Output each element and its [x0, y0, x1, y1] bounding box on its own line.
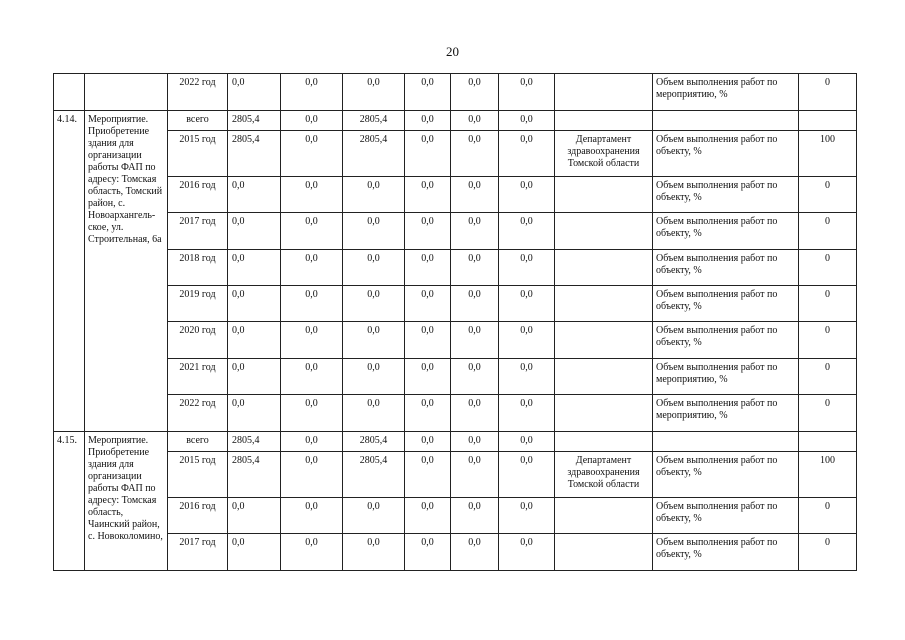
item-name-cell: Мероприятие. Приобретение здания для организации работы ФАП по адресу: Томская область, Томский район, с. Новоархангель-ское, ул. Строительная, 6а [85, 111, 168, 432]
table-row [54, 250, 857, 286]
item-number-cell: 4.14. [54, 111, 85, 432]
name-cell [85, 74, 168, 111]
value-cell-4: 0,0 [405, 452, 451, 498]
indicator-cell: Объем выполнения работ по объекту, % [653, 213, 799, 250]
value-cell-3: 0,0 [343, 359, 405, 395]
indicator-value-cell: 0 [799, 322, 857, 359]
department-cell [555, 322, 653, 359]
year-cell: 2016 год [168, 498, 228, 534]
year-cell: 2016 год [168, 177, 228, 213]
value-cell-1: 2805,4 [228, 452, 281, 498]
value-cell-6: 0,0 [499, 452, 555, 498]
value-cell-3: 0,0 [343, 177, 405, 213]
indicator-cell: Объем выполнения работ по объекту, % [653, 498, 799, 534]
value-cell-1: 2805,4 [228, 432, 281, 452]
indicator-cell [653, 432, 799, 452]
department-cell [555, 177, 653, 213]
value-cell-5: 0,0 [451, 111, 499, 131]
value-cell-1: 0,0 [228, 286, 281, 322]
indicator-value-cell: 0 [799, 286, 857, 322]
value-cell-3: 0,0 [343, 498, 405, 534]
value-cell-6: 0,0 [499, 432, 555, 452]
value-cell-6: 0,0 [499, 359, 555, 395]
indicator-value-cell: 0 [799, 534, 857, 571]
value-cell-4: 0,0 [405, 432, 451, 452]
table-row [54, 498, 857, 534]
value-cell-4: 0,0 [405, 498, 451, 534]
value-cell-6: 0,0 [499, 213, 555, 250]
indicator-cell: Объем выполнения работ по объекту, % [653, 177, 799, 213]
indicator-value-cell [799, 432, 857, 452]
value-cell-6: 0,0 [499, 498, 555, 534]
indicator-value-cell: 0 [799, 395, 857, 432]
year-cell: 2017 год [168, 534, 228, 571]
value-cell-5: 0,0 [451, 213, 499, 250]
indicator-value-cell: 100 [799, 131, 857, 177]
year-cell: 2018 год [168, 250, 228, 286]
department-cell [555, 74, 653, 111]
indicator-cell: Объем выполнения работ по объекту, % [653, 286, 799, 322]
value-cell-3: 2805,4 [343, 111, 405, 131]
value-cell-1: 0,0 [228, 395, 281, 432]
table-row [54, 534, 857, 571]
department-cell [555, 498, 653, 534]
table-row [54, 131, 857, 177]
year-cell: 2022 год [168, 395, 228, 432]
value-cell-4: 0,0 [405, 322, 451, 359]
value-cell-1: 0,0 [228, 322, 281, 359]
department-cell [555, 359, 653, 395]
indicator-cell: Объем выполнения работ по мероприятию, % [653, 359, 799, 395]
indicator-cell: Объем выполнения работ по объекту, % [653, 452, 799, 498]
value-cell-4: 0,0 [405, 74, 451, 111]
table-row [54, 322, 857, 359]
value-cell-6: 0,0 [499, 395, 555, 432]
value-cell-1: 0,0 [228, 534, 281, 571]
table-row [54, 213, 857, 250]
value-cell-1: 0,0 [228, 498, 281, 534]
value-cell-2: 0,0 [281, 213, 343, 250]
indicator-cell: Объем выполнения работ по объекту, % [653, 534, 799, 571]
number-cell [54, 74, 85, 111]
indicator-value-cell: 0 [799, 74, 857, 111]
year-cell: 2015 год [168, 452, 228, 498]
page-number: 20 [446, 44, 459, 59]
indicator-cell: Объем выполнения работ по объекту, % [653, 250, 799, 286]
value-cell-3: 2805,4 [343, 452, 405, 498]
value-cell-2: 0,0 [281, 131, 343, 177]
value-cell-5: 0,0 [451, 322, 499, 359]
program-table [53, 73, 857, 571]
value-cell-4: 0,0 [405, 111, 451, 131]
value-cell-3: 0,0 [343, 74, 405, 111]
item-name-cell: Мероприятие. Приобретение здания для организации работы ФАП по адресу: Томская область, Чаинский район, с. Новоколомино, [85, 432, 168, 571]
value-cell-2: 0,0 [281, 452, 343, 498]
value-cell-5: 0,0 [451, 74, 499, 111]
indicator-cell [653, 111, 799, 131]
value-cell-3: 0,0 [343, 395, 405, 432]
value-cell-4: 0,0 [405, 213, 451, 250]
department-cell [555, 432, 653, 452]
indicator-value-cell: 0 [799, 359, 857, 395]
value-cell-6: 0,0 [499, 286, 555, 322]
value-cell-3: 0,0 [343, 322, 405, 359]
value-cell-6: 0,0 [499, 74, 555, 111]
value-cell-3: 0,0 [343, 250, 405, 286]
year-cell: 2019 год [168, 286, 228, 322]
value-cell-4: 0,0 [405, 131, 451, 177]
value-cell-4: 0,0 [405, 359, 451, 395]
value-cell-5: 0,0 [451, 432, 499, 452]
value-cell-5: 0,0 [451, 534, 499, 571]
value-cell-2: 0,0 [281, 359, 343, 395]
value-cell-1: 2805,4 [228, 131, 281, 177]
value-cell-4: 0,0 [405, 250, 451, 286]
indicator-value-cell: 0 [799, 177, 857, 213]
table-row [54, 286, 857, 322]
department-cell [555, 213, 653, 250]
value-cell-1: 0,0 [228, 250, 281, 286]
indicator-cell: Объем выполнения работ по объекту, % [653, 131, 799, 177]
value-cell-6: 0,0 [499, 322, 555, 359]
value-cell-2: 0,0 [281, 177, 343, 213]
year-cell: 2022 год [168, 74, 228, 111]
value-cell-1: 0,0 [228, 74, 281, 111]
value-cell-1: 2805,4 [228, 111, 281, 131]
value-cell-4: 0,0 [405, 395, 451, 432]
value-cell-3: 0,0 [343, 534, 405, 571]
value-cell-4: 0,0 [405, 286, 451, 322]
value-cell-5: 0,0 [451, 395, 499, 432]
table-row [54, 432, 857, 452]
value-cell-2: 0,0 [281, 498, 343, 534]
value-cell-2: 0,0 [281, 534, 343, 571]
value-cell-4: 0,0 [405, 534, 451, 571]
year-cell: 2021 год [168, 359, 228, 395]
value-cell-5: 0,0 [451, 131, 499, 177]
value-cell-3: 2805,4 [343, 432, 405, 452]
year-cell: всего [168, 432, 228, 452]
value-cell-4: 0,0 [405, 177, 451, 213]
value-cell-5: 0,0 [451, 452, 499, 498]
year-cell: 2015 год [168, 131, 228, 177]
indicator-value-cell [799, 111, 857, 131]
value-cell-2: 0,0 [281, 111, 343, 131]
department-cell [555, 534, 653, 571]
value-cell-2: 0,0 [281, 250, 343, 286]
indicator-cell: Объем выполнения работ по мероприятию, % [653, 74, 799, 111]
value-cell-6: 0,0 [499, 111, 555, 131]
value-cell-2: 0,0 [281, 322, 343, 359]
table-row [54, 452, 857, 498]
value-cell-1: 0,0 [228, 177, 281, 213]
table-row [54, 74, 857, 111]
value-cell-2: 0,0 [281, 432, 343, 452]
department-cell [555, 395, 653, 432]
value-cell-2: 0,0 [281, 286, 343, 322]
value-cell-2: 0,0 [281, 74, 343, 111]
value-cell-6: 0,0 [499, 250, 555, 286]
indicator-cell: Объем выполнения работ по мероприятию, % [653, 395, 799, 432]
value-cell-5: 0,0 [451, 286, 499, 322]
year-cell: всего [168, 111, 228, 131]
value-cell-1: 0,0 [228, 359, 281, 395]
value-cell-3: 0,0 [343, 286, 405, 322]
table-row [54, 111, 857, 131]
department-cell [555, 286, 653, 322]
indicator-value-cell: 0 [799, 250, 857, 286]
indicator-cell: Объем выполнения работ по объекту, % [653, 322, 799, 359]
value-cell-2: 0,0 [281, 395, 343, 432]
year-cell: 2017 год [168, 213, 228, 250]
department-cell: Департамент здравоохранения Томской области [555, 131, 653, 177]
department-cell: Департамент здравоохранения Томской области [555, 452, 653, 498]
value-cell-6: 0,0 [499, 534, 555, 571]
indicator-value-cell: 100 [799, 452, 857, 498]
value-cell-5: 0,0 [451, 177, 499, 213]
value-cell-3: 0,0 [343, 213, 405, 250]
department-cell [555, 111, 653, 131]
indicator-value-cell: 0 [799, 498, 857, 534]
table-row [54, 395, 857, 432]
year-cell: 2020 год [168, 322, 228, 359]
indicator-value-cell: 0 [799, 213, 857, 250]
value-cell-1: 0,0 [228, 213, 281, 250]
value-cell-6: 0,0 [499, 177, 555, 213]
value-cell-5: 0,0 [451, 250, 499, 286]
value-cell-5: 0,0 [451, 359, 499, 395]
table-row [54, 177, 857, 213]
value-cell-6: 0,0 [499, 131, 555, 177]
value-cell-5: 0,0 [451, 498, 499, 534]
value-cell-3: 2805,4 [343, 131, 405, 177]
item-number-cell: 4.15. [54, 432, 85, 571]
table-row [54, 359, 857, 395]
department-cell [555, 250, 653, 286]
